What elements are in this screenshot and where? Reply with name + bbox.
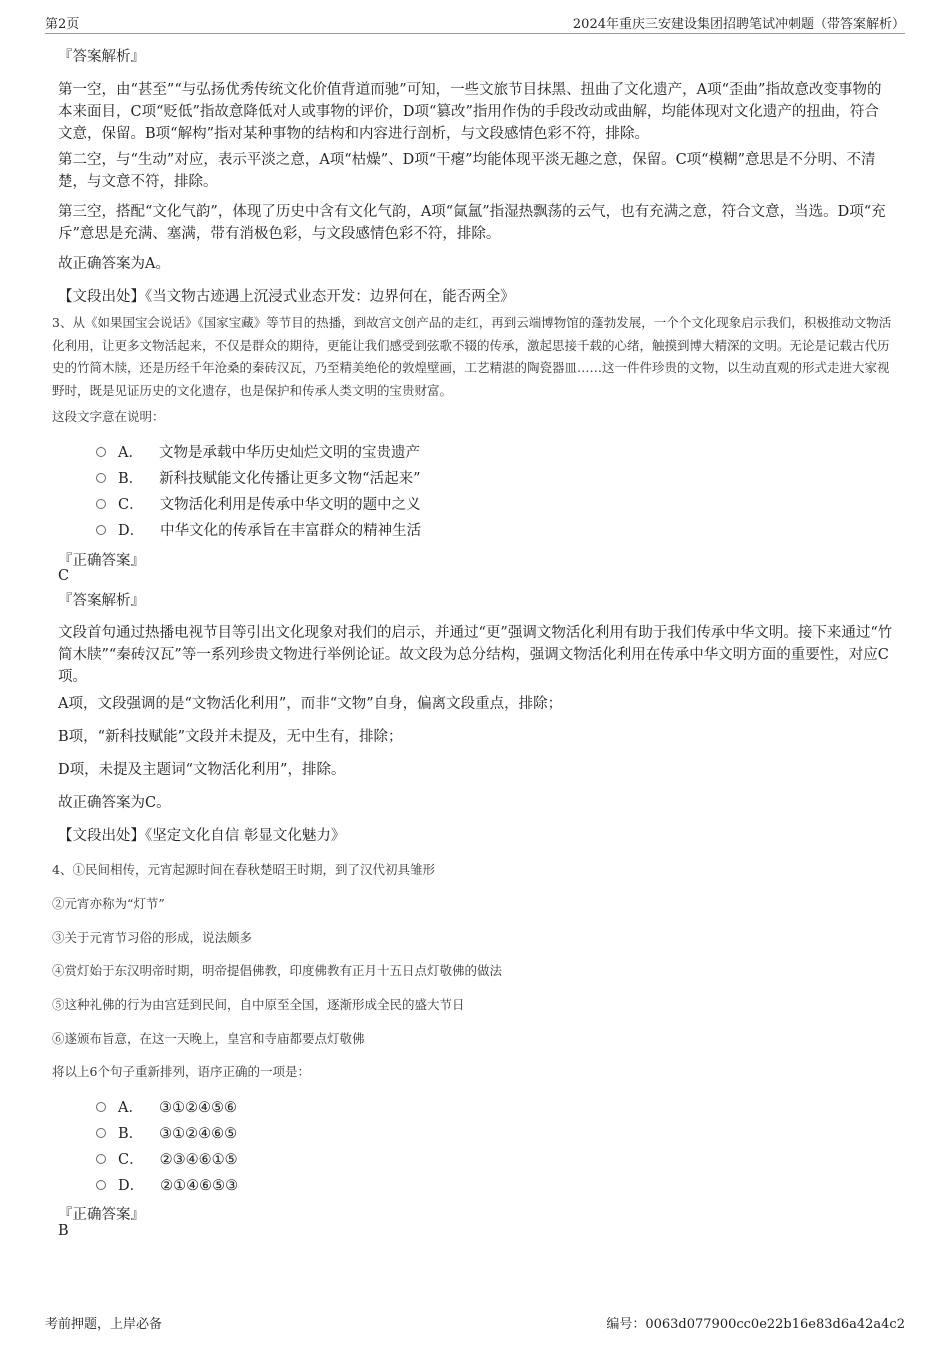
radio-icon[interactable]	[96, 1180, 106, 1190]
q3-conclusion: 故正确答案为C。	[58, 795, 171, 811]
q4-answer: B	[58, 1223, 69, 1239]
q2-analysis-p3: 第三空，搭配“文化气韵”，体现了历史中含有文化气韵，A项“氤氲”指湿热飘荡的云气，也有充满之意，符合文意，当选。D项“充斥”意思是充满、塞满，带有消极色彩，与文段感情色彩不符，排除。	[58, 204, 886, 242]
q3-analysis-p1: 文段首句通过热播电视节目等引出文化现象对我们的启示，并通过“更”强调文物活化利用有助于我们传承中华文明。接下来通过“竹简木牍”“秦砖汉瓦”等一系列珍贵文物进行举例论证。故文段为总分结构，强调文物活化利用在传承中华文明方面的重要性，对应C项。	[58, 625, 893, 685]
radio-icon[interactable]	[96, 1128, 106, 1138]
page-header	[45, 13, 905, 34]
radio-icon[interactable]	[96, 1154, 106, 1164]
q2-conclusion: 故正确答案为A。	[58, 256, 170, 272]
q2-source: 【文段出处】《当文物古迹遇上沉浸式业态开发：边界何在，能否两全》	[58, 289, 515, 305]
footer-slogan: 考前押题，上岸必备	[45, 1317, 163, 1332]
q3-analysis-a: A项，文段强调的是“文物活化利用”，而非“文物”自身，偏离文段重点，排除；	[58, 696, 563, 712]
q3-question: 这段文字意在说明：	[52, 409, 165, 424]
q4-sentence-6: ⑥遂颁布旨意，在这一天晚上，皇宫和寺庙都要点灯敬佛	[52, 1031, 365, 1046]
q3-analysis-d: D项，未提及主题词“文物活化利用”，排除。	[58, 762, 346, 778]
q4-option-d[interactable]: D． ②①④⑥⑤③	[96, 1176, 238, 1196]
q3-option-b[interactable]: B． 新科技赋能文化传播让更多文物“活起来”	[96, 469, 420, 489]
q3-option-d[interactable]: D． 中华文化的传承旨在丰富群众的精神生活	[96, 521, 421, 541]
radio-icon[interactable]	[96, 447, 106, 457]
document-code: 编号：0063d077900cc0e22b16e83d6a42a4c2	[606, 1317, 905, 1332]
radio-icon[interactable]	[96, 525, 106, 535]
q4-sentence-4: ④赏灯始于东汉明帝时期，明帝提倡佛教，印度佛教有正月十五日点灯敬佛的做法	[52, 963, 503, 978]
q4-option-c[interactable]: C． ②③④⑥①⑤	[96, 1150, 238, 1170]
radio-icon[interactable]	[96, 473, 106, 483]
q2-analysis-p1: 第一空，由“甚至”“与弘扬优秀传统文化价值背道而驰”可知，一些文旅节目抹黑、扭曲了文化遗产，A项“歪曲”指故意改变事物的本来面目，C项“贬低”指故意降低对人或事物的评价，D项“篡改”指用作伪的手段改动或曲解，均能体现对文化遗产的扭曲，符合文意，保留。B项“解构”指对某种事物的结构和内容进行剖析，与文段感情色彩不符，排除。	[58, 82, 882, 142]
q2-analysis-label: 『答案解析』	[58, 49, 145, 65]
q4-answer-label: 『正确答案』	[58, 1207, 145, 1223]
q4-question: 将以上6个句子重新排列，语序正确的一项是：	[52, 1064, 310, 1079]
q3-analysis-b: B项，“新科技赋能”文段并未提及，无中生有，排除；	[58, 729, 403, 745]
q4-option-a[interactable]: A． ③①②④⑤⑥	[96, 1098, 237, 1118]
q4-sentence-2: ②元宵亦称为“灯节”	[52, 896, 165, 911]
q4-sentence-5: ⑤这种礼佛的行为由宫廷到民间，自中原至全国，逐渐形成全民的盛大节日	[52, 997, 465, 1012]
q3-source: 【文段出处】《坚定文化自信 彰显文化魅力》	[58, 828, 346, 844]
q3-answer-label: 『正确答案』	[58, 553, 145, 569]
q4-sentence-1: 4、①民间相传，元宵起源时间在春秋楚昭王时期，到了汉代初具雏形	[52, 862, 435, 877]
q4-option-b[interactable]: B． ③①②④⑥⑤	[96, 1124, 237, 1144]
page-number: 第2页	[45, 17, 80, 32]
q3-option-a[interactable]: A． 文物是承载中华历史灿烂文明的宝贵遗产	[96, 443, 420, 463]
q3-answer: C	[58, 568, 70, 584]
q4-sentence-3: ③关于元宵节习俗的形成，说法颇多	[52, 930, 253, 945]
document-title: 2024年重庆三安建设集团招聘笔试冲刺题（带答案解析）	[572, 17, 905, 32]
q3-option-c[interactable]: C． 文物活化利用是传承中华文明的题中之义	[96, 495, 421, 515]
q3-analysis-label: 『答案解析』	[58, 593, 145, 609]
q2-analysis-p2: 第二空，与“生动”对应，表示平淡之意，A项“枯燥”、D项“干瘪”均能体现平淡无趣之意，保留。C项“模糊”意思是不分明、不清楚，与文意不符，排除。	[58, 152, 876, 190]
radio-icon[interactable]	[96, 1102, 106, 1112]
radio-icon[interactable]	[96, 499, 106, 509]
q3-stem: 3、从《如果国宝会说话》《国家宝藏》等节目的热播，到故宫文创产品的走红，再到云端博物馆的蓬勃发展，一个个文化现象启示我们，积极推动文物活化利用，让更多文物活起来，不仅是群众的期待，更能让我们感受到弦歌不辍的传承，激起思接千载的心绪，触摸到博大精深的文明。无论是记载古代历史的竹简木牍，还是历经千年沧桑的秦砖汉瓦，乃至精美绝伦的敦煌壁画，工艺精湛的陶瓷器皿……这一件件珍贵的文物，以生动直观的形式走进大家视野时，既是见证历史的文化遗存，也是保护和传承人类文明的宝贵财富。	[52, 315, 892, 398]
